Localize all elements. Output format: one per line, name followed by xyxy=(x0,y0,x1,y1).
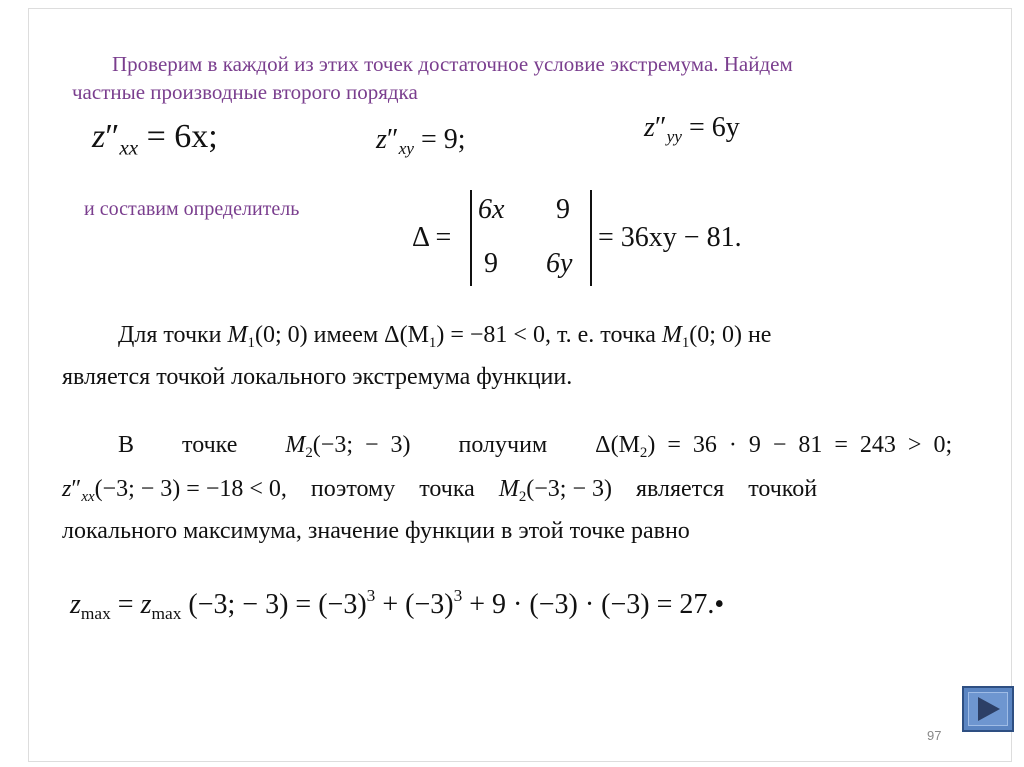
intro-line-1: Проверим в каждой из этих точек достаточное условие экстремума. Найдем xyxy=(112,52,793,76)
next-button-face[interactable] xyxy=(968,692,1008,726)
next-slide-button[interactable] xyxy=(962,686,1014,732)
point2-line-1: В точке $M_2(-3$; − 3) получим $\Delta(M_2) = 36 \cdot 9 - 81 = 243 > 0$; xyxy=(118,432,953,462)
point2-line-2: $z''_{xx}(-3$; − 3) = −18 < 0, поэтому точка $M_2(-3$; − 3) является точкой xyxy=(62,476,818,506)
determinant-rhs: = 36xy − 81. xyxy=(598,222,742,253)
matrix-a12: 9 xyxy=(556,194,570,225)
zmax-formula: $z_{max} = z_{max}$ (−3; − $3) = (-3)^3 + (-3)^3 + 9 \cdot (-3) \cdot (-3)$ = 27.• xyxy=(70,586,725,624)
page-number: 97 xyxy=(927,728,942,743)
derivative-zxy: $z''_{xy} = 9$; xyxy=(376,124,466,159)
determinant-left-bar xyxy=(470,190,472,286)
intro-line-2: частные производные второго порядка xyxy=(72,80,418,104)
matrix-a11: 6x xyxy=(478,194,505,225)
matrix-a21: 9 xyxy=(484,248,498,279)
derivative-zyy: $z''_{yy} = 6y$ xyxy=(644,112,740,147)
matrix-a22: 6y xyxy=(546,248,573,279)
derivative-zxx: $z''_{xx} = 6x$; xyxy=(92,118,218,160)
next-arrow-icon[interactable] xyxy=(969,693,1007,725)
determinant-right-bar xyxy=(590,190,592,286)
point2-line-3: локального максимума, значение функции в этой точке равно xyxy=(62,518,690,544)
point1-line-2: является точкой локального экстремума функции. xyxy=(62,364,573,390)
end-bullet: • xyxy=(714,589,725,621)
determinant-caption: и составим определитель xyxy=(84,198,300,220)
determinant-lhs: Δ = xyxy=(412,222,452,253)
point1-line-1: Для точки $M_1(0$; 0) имеем $\Delta(M_1) = -81 < 0$, т. е. точка $M_1(0$; 0) не xyxy=(118,322,772,352)
